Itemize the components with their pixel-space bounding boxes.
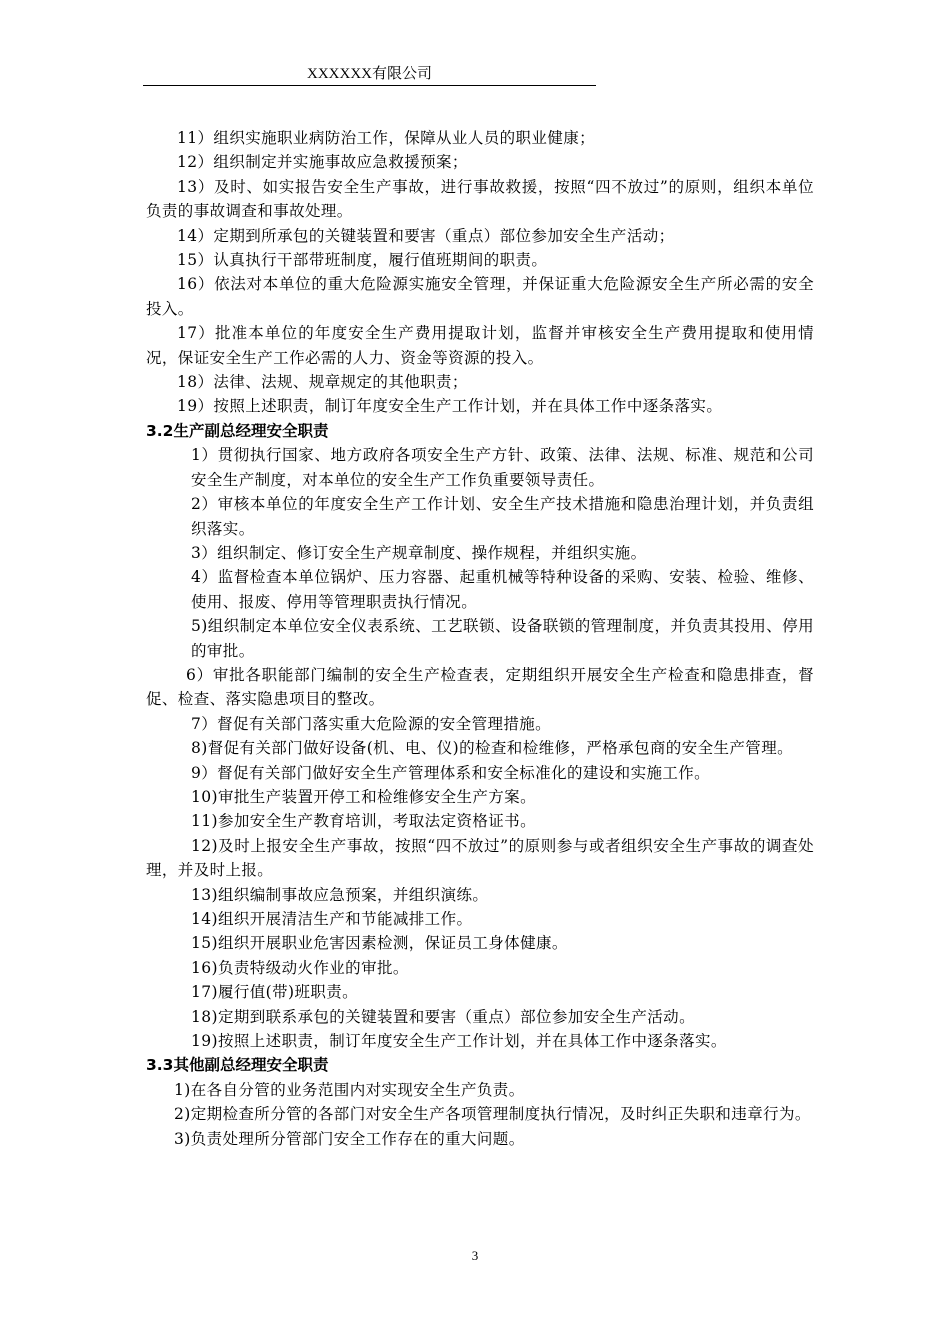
list-item: 9）督促有关部门做好安全生产管理体系和安全标准化的建设和实施工作。 [191, 763, 711, 782]
list-item: 5)组织制定本单位安全仪表系统、工艺联锁、设备联锁的管理制度，并负责其投用、停用的审批。 [191, 617, 814, 660]
list-item: 19）按照上述职责，制订年度安全生产工作计划，并在具体工作中逐条落实。 [177, 397, 723, 416]
header-rule [143, 85, 596, 86]
list-item: 16)负责特级动火作业的审批。 [191, 958, 409, 977]
document-body [146, 126, 814, 1151]
section-heading-3-3: 3.3其他副总经理安全职责 [146, 1056, 329, 1075]
section-heading-3-2: 3.2生产副总经理安全职责 [146, 421, 329, 440]
list-item: 13)组织编制事故应急预案，并组织演练。 [191, 885, 489, 904]
list-item: 1)在各自分管的业务范围内对实现安全生产负责。 [174, 1080, 525, 1099]
list-item: 3）组织制定、修订安全生产规章制度、操作规程，并组织实施。 [191, 543, 647, 562]
list-item: 14）定期到所承包的关键装置和要害（重点）部位参加安全生产活动； [177, 226, 675, 245]
list-item: 11)参加安全生产教育培训，考取法定资格证书。 [191, 812, 536, 831]
list-item: 16）依法对本单位的重大危险源实施安全管理，并保证重大危险源安全生产所必需的安全投入。 [146, 275, 814, 318]
page-number: 3 [471, 1248, 479, 1263]
list-item: 10)审批生产装置开停工和检维修安全生产方案。 [191, 787, 536, 806]
list-item: 2)定期检查所分管的各部门对安全生产各项管理制度执行情况，及时纠正失职和违章行为。 [174, 1105, 811, 1124]
list-item: 14)组织开展清洁生产和节能减排工作。 [191, 910, 473, 928]
list-item: 4）监督检查本单位锅炉、压力容器、起重机械等特种设备的采购、安装、检验、维修、使用、报废、停用等管理职责执行情况。 [191, 568, 814, 611]
list-item: 13）及时、如实报告安全生产事故，进行事故救援，按照“四不放过”的原则，组织本单位负责的事故调查和事故处理。 [146, 177, 814, 221]
list-item: 11）组织实施职业病防治工作，保障从业人员的职业健康； [177, 129, 596, 147]
list-item: 18）法律、法规、规章规定的其他职责； [177, 373, 468, 392]
list-item: 15）认真执行干部带班制度，履行值班期间的职责。 [177, 251, 548, 270]
list-item: 17）批准本单位的年度安全生产费用提取计划，监督并审核安全生产费用提取和使用情况，保证安全生产工作必需的人力、资金等资源的投入。 [146, 324, 814, 367]
list-item: 3)负责处理所分管部门安全工作存在的重大问题。 [174, 1129, 525, 1148]
list-item: 12)及时上报安全生产事故，按照“四不放过”的原则参与或者组织安全生产事故的调查处理，并及时上报。 [146, 836, 814, 880]
page-header: XXXXXX有限公司 [307, 66, 432, 82]
list-item: 19)按照上述职责，制订年度安全生产工作计划，并在具体工作中逐条落实。 [191, 1032, 727, 1051]
list-item: 12）组织制定并实施事故应急救援预案； [177, 153, 468, 172]
list-item: 7）督促有关部门落实重大危险源的安全管理措施。 [191, 714, 552, 733]
list-item: 8)督促有关部门做好设备(机、电、仪)的检查和检维修，严格承包商的安全生产管理。 [191, 739, 794, 758]
list-item: 18)定期到联系承包的关键装置和要害（重点）部位参加安全生产活动。 [191, 1007, 695, 1026]
list-item: 2）审核本单位的年度安全生产工作计划、安全生产技术措施和隐患治理计划，并负责组织落实。 [191, 495, 814, 538]
list-item: 1）贯彻执行国家、地方政府各项安全生产方针、政策、法律、法规、标准、规范和公司安全生产制度，对本单位的安全生产工作负重要领导责任。 [191, 446, 814, 489]
list-item: 15)组织开展职业危害因素检测，保证员工身体健康。 [191, 934, 568, 953]
list-item: 17)履行值(带)班职责。 [191, 983, 359, 1002]
list-item: 6）审批各职能部门编制的安全生产检查表，定期组织开展安全生产检查和隐患排查，督促、检查、落实隐患项目的整改。 [146, 665, 814, 709]
